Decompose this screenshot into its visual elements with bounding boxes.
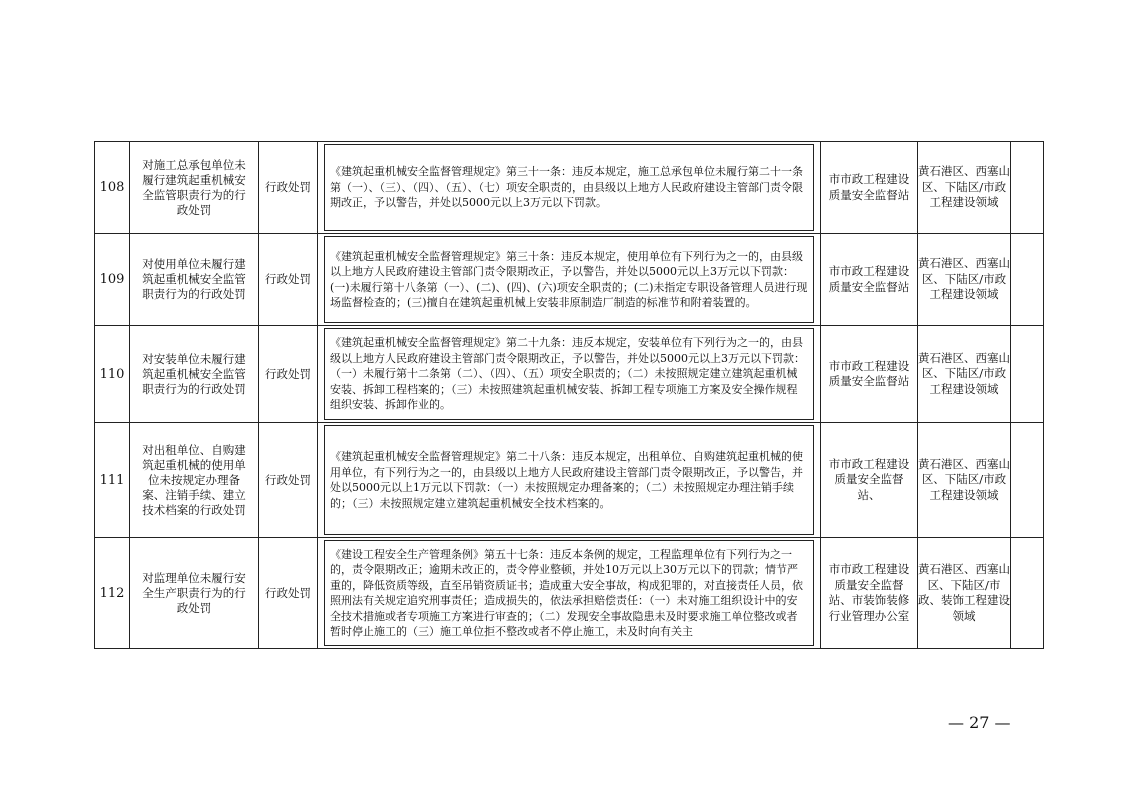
row-number: 110 xyxy=(95,326,130,423)
responsible-dept: 市市政工程建设质量安全监督站、 xyxy=(821,423,918,538)
item-type: 行政处罚 xyxy=(259,538,318,649)
item-name: 对使用单位未履行建筑起重机械安全监管职责行为的行政处罚 xyxy=(130,234,259,326)
responsible-dept: 市市政工程建设质量安全监督站 xyxy=(821,326,918,423)
responsible-dept: 市市政工程建设质量安全监督站 xyxy=(821,234,918,326)
scope: 黄石港区、西塞山区、下陆区/市政、装饰工程建设领域 xyxy=(918,538,1011,649)
legal-basis-cell xyxy=(318,326,821,423)
legal-basis: 《建筑起重机械安全监督管理规定》第三十条：违反本规定，使用单位有下列行为之一的，由县级以上地方人民政府建设主管部门责令限期改正，予以警告，并处以5000元以上3万元以下罚款：(一)未履行第十八条第（一）、(二)、(四)、(六)项安全职责的；(二)未指定专职设备管理人员进行现场监督检查的；(三)擅自在建筑起重机械上安装非原制造厂制造的标准节和附着装置的。 xyxy=(324,236,814,323)
row-number: 111 xyxy=(95,423,130,538)
legal-basis-cell xyxy=(318,142,821,234)
item-name: 对监理单位未履行安全生产职责行为的行政处罚 xyxy=(130,538,259,649)
item-name: 对施工总承包单位未履行建筑起重机械安全监管职责行为的行政处罚 xyxy=(130,142,259,234)
legal-basis: 《建筑起重机械安全监督管理规定》第二十八条：违反本规定，出租单位、自购建筑起重机械的使用单位，有下列行为之一的，由县级以上地方人民政府建设主管部门责令限期改正，予以警告，并处以5000元以上1万元以下罚款：（一）未按照规定办理备案的；（二）未按照规定办理注销手续的；（三）未按照规定建立建筑起重机械安全技术档案的。 xyxy=(324,425,814,535)
item-type: 行政处罚 xyxy=(259,234,318,326)
remarks-cell xyxy=(1011,142,1044,234)
table-row xyxy=(95,326,1044,423)
table-row xyxy=(95,142,1044,234)
item-name: 对出租单位、自购建筑起重机械的使用单位未按规定办理备案、注销手续、建立技术档案的行政处罚 xyxy=(130,423,259,538)
responsible-dept: 市市政工程建设质量安全监督站 xyxy=(821,142,918,234)
table-row xyxy=(95,423,1044,538)
responsible-dept: 市市政工程建设质量安全监督站、市装饰装修行业管理办公室 xyxy=(821,538,918,649)
scope: 黄石港区、西塞山区、下陆区/市政工程建设领域 xyxy=(918,234,1011,326)
legal-basis-cell xyxy=(318,234,821,326)
remarks-cell xyxy=(1011,423,1044,538)
row-number: 108 xyxy=(95,142,130,234)
page-number: — 27 — xyxy=(948,713,1011,732)
legal-basis: 《建筑起重机械安全监督管理规定》第二十九条：违反本规定，安装单位有下列行为之一的，由县级以上地方人民政府建设主管部门责令限期改正，予以警告，并处以5000元以上3万元以下罚款：（一）未履行第十二条第（二）、（四）、（五）项安全职责的；（二）未按照规定建立建筑起重机械安装、拆卸工程档案的；（三）未按照建筑起重机械安装、拆卸工程专项施工方案及安全操作规程组织安装、拆卸作业的。 xyxy=(324,328,814,420)
item-type: 行政处罚 xyxy=(259,423,318,538)
remarks-cell xyxy=(1011,538,1044,649)
item-type: 行政处罚 xyxy=(259,326,318,423)
penalty-table xyxy=(94,141,1044,649)
remarks-cell xyxy=(1011,234,1044,326)
legal-basis-cell xyxy=(318,423,821,538)
row-number: 109 xyxy=(95,234,130,326)
remarks-cell xyxy=(1011,326,1044,423)
table-row xyxy=(95,234,1044,326)
legal-basis: 《建筑起重机械安全监督管理规定》第三十一条：违反本规定，施工总承包单位未履行第二十一条第（一）、（三）、（四）、（五）、（七）项安全职责的，由县级以上地方人民政府建设主管部门责令限期改正，予以警告，并处以5000元以上3万元以下罚款。 xyxy=(324,144,814,231)
scope: 黄石港区、西塞山区、下陆区/市政工程建设领域 xyxy=(918,142,1011,234)
item-name: 对安装单位未履行建筑起重机械安全监管职责行为的行政处罚 xyxy=(130,326,259,423)
scope: 黄石港区、西塞山区、下陆区/市政工程建设领域 xyxy=(918,326,1011,423)
scope: 黄石港区、西塞山区、下陆区/市政工程建设领域 xyxy=(918,423,1011,538)
legal-basis: 《建设工程安全生产管理条例》第五十七条：违反本条例的规定，工程监理单位有下列行为之一的，责令限期改正；逾期未改正的，责令停业整顿，并处10万元以上30万元以下的罚款；情节严重的，降低资质等级，直至吊销资质证书；造成重大安全事故，构成犯罪的，对直接责任人员，依照刑法有关规定追究刑事责任；造成损失的，依法承担赔偿责任：（一）未对施工组织设计中的安全技术措施或者专项施工方案进行审查的；（二）发现安全事故隐患未及时要求施工单位整改或者暂时停止施工的（三）施工单位拒不整改或者不停止施工，未及时向有关主 xyxy=(324,540,814,646)
row-number: 112 xyxy=(95,538,130,649)
legal-basis-cell xyxy=(318,538,821,649)
table-row xyxy=(95,538,1044,649)
item-type: 行政处罚 xyxy=(259,142,318,234)
